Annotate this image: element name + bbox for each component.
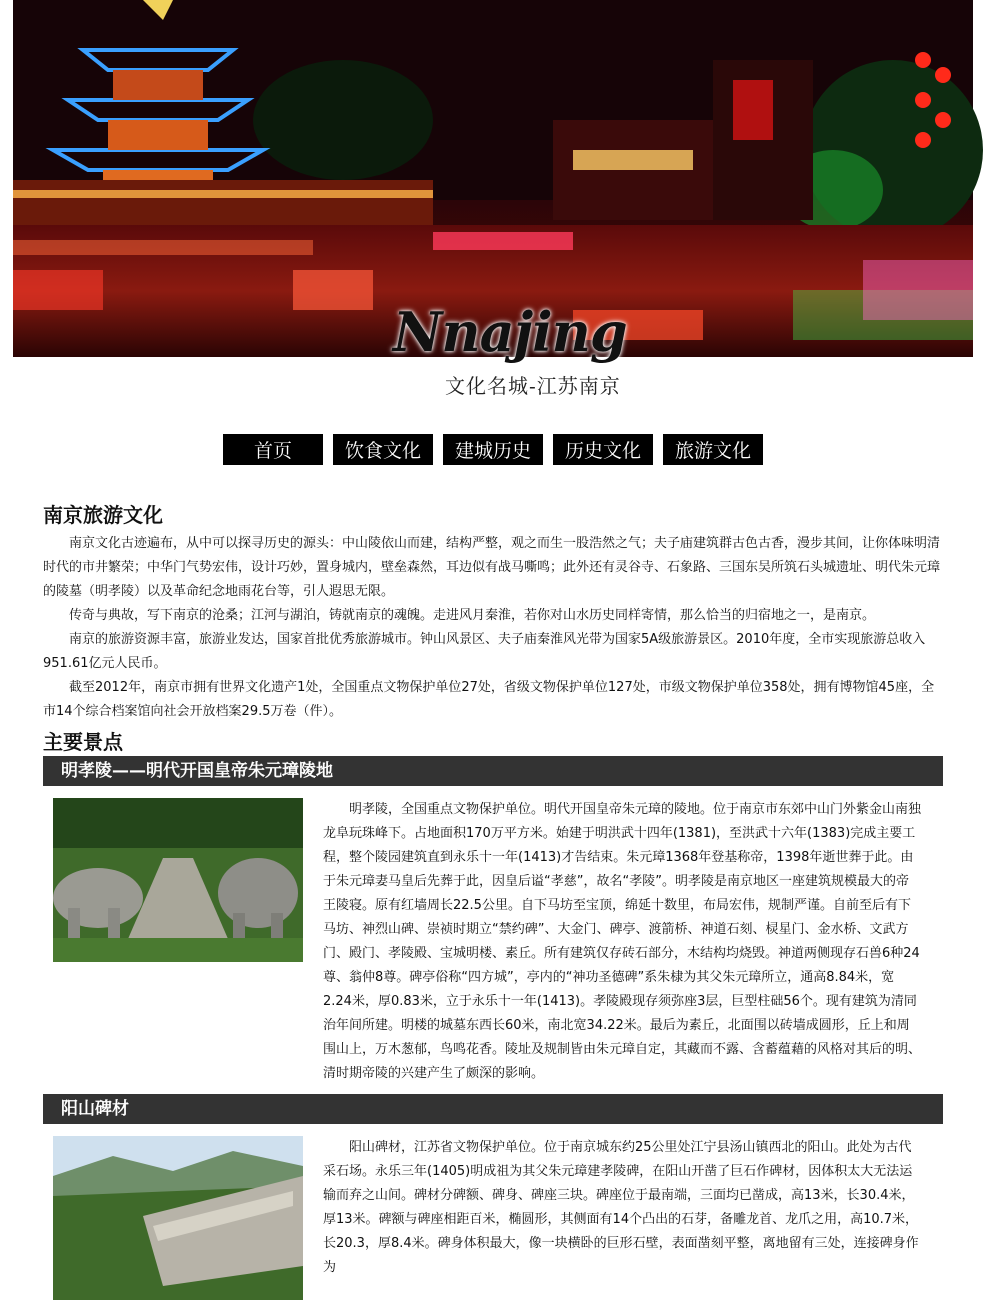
spot-description: 阳山碑材，江苏省文物保护单位。位于南京城东约25公里处江宁县汤山镇西北的阳山。此处为古代采石场。永乐三年(1405)明成祖为其父朱元璋建孝陵碑，在阳山开凿了巨石作碑材，因体积太大无法运输而弃之山间。碑材分碑额、碑身、碑座三块。碑座位于最南端，三面均已凿成，高13米，长30.4米，厚13米。碑额与碑座相距百米，椭圆形，其侧面有14个凸出的石芽，备雕龙首、龙爪之用，高10.7米，长20.3，厚8.4米。碑身体积最大，像一块横卧的巨形石壁，表面凿刻平整，离地留有三处，连接碑身作为 — [323, 1140, 919, 1275]
site-logo — [393, 300, 633, 400]
spot-heading: 明孝陵——明代开国皇帝朱元璋陵地 — [43, 756, 943, 786]
intro-paragraph: 南京的旅游资源丰富，旅游业发达，国家首批优秀旅游城市。钟山风景区、夫子庙秦淮风光带为国家5A级旅游景区。2010年度，全市实现旅游总收入951.61亿元人民币。 — [43, 632, 926, 671]
spots-title: 主要景点 — [43, 730, 123, 754]
nav-item-city-history[interactable]: 建城历史 — [443, 434, 543, 465]
banner-image — [13, 0, 973, 398]
nav-item-home[interactable]: 首页 — [223, 434, 323, 465]
nav-item-food-culture[interactable]: 饮食文化 — [333, 434, 433, 465]
spot-photo-mingxiaoling — [53, 798, 303, 962]
intro-title: 南京旅游文化 — [43, 503, 163, 527]
spot-item — [43, 786, 943, 1086]
intro-paragraph: 截至2012年，南京市拥有世界文化遗产1处，全国重点文物保护单位27处，省级文物保护单位127处，市级文物保护单位358处，拥有博物馆45座，全市14个综合档案馆向社会开放档案29.5万卷（件）。 — [43, 680, 935, 719]
nav-item-travel-culture[interactable]: 旅游文化 — [663, 434, 763, 465]
intro-paragraph: 传奇与典故，写下南京的沧桑；江河与湖泊，铸就南京的魂魄。走进风月秦淮，若你对山水历史同样寄情，那么恰当的归宿地之一，是南京。 — [69, 608, 876, 623]
spot-description: 明孝陵，全国重点文物保护单位。明代开国皇帝朱元璋的陵地。位于南京市东郊中山门外紫金山南独龙阜玩珠峰下。占地面积170万平方米。始建于明洪武十四年(1381)，至洪武十六年(1383)完成主要工程，整个陵园建筑直到永乐十一年(1413)才告结束。朱元璋1368年登基称帝，1398年逝世葬于此。由于朱元璋妻马皇后先葬于此，因皇后谥“孝慈”，故名“孝陵”。明孝陵是南京地区一座建筑规模最大的帝王陵寝。原有红墙周长22.5公里。自下马坊至宝顶，绵延十数里，布局宏伟，规制严谨。自前至后有下马坊、神烈山碑、崇祯时期立“禁约碑”、大金门、碑亭、渡箭桥、神道石刻、棂星门、金水桥、文武方门、殿门、孝陵殿、宝城明楼、素丘。所有建筑仅存砖石部分，木结构均烧毁。神道两侧现存石兽6种24尊、翁仲8尊。碑亭俗称“四方城”，亭内的“神功圣德碑”系朱棣为其父朱元璋所立，通高8.84米，宽2.24米，厚0.83米，立于永乐十一年(1413)。孝陵殿现存须弥座3层，巨型柱础56个。现有建筑为清同治年间所建。明楼的城墓东西长60米，南北宽34.22米。最后为素丘，北面围以砖墙成圆形，丘上和周围山上，万木葱郁，鸟鸣花香。陵址及规制皆由朱元璋自定，其藏而不露、含蓄蕴藉的风格对其后的明、清时期帝陵的兴建产生了颇深的影响。 — [323, 802, 922, 1081]
main-nav — [223, 434, 763, 465]
logo-word: Nnajing — [393, 300, 627, 364]
spot-heading: 阳山碑材 — [43, 1094, 943, 1124]
nav-item-history-culture[interactable]: 历史文化 — [553, 434, 653, 465]
intro-text — [43, 532, 943, 724]
intro-paragraph: 南京文化古迹遍布，从中可以探寻历史的源头：中山陵依山而建，结构严整，观之而生一股浩然之气；夫子庙建筑群古色古香，漫步其间，让你体味明清时代的市井繁荣；中华门气势宏伟，设计巧妙，置身城内，壁垒森然，耳边似有战马嘶鸣；此外还有灵谷寺、石象路、三国东吴所筑石头城遗址、明代朱元璋的陵墓（明孝陵）以及革命纪念地雨花台等，引人遐思无限。 — [43, 536, 941, 599]
spot-item — [43, 1124, 943, 1300]
logo-subtitle: 文化名城-江苏南京 — [445, 374, 621, 398]
main-content — [43, 500, 943, 1300]
spot-photo-yangshan — [53, 1136, 303, 1300]
